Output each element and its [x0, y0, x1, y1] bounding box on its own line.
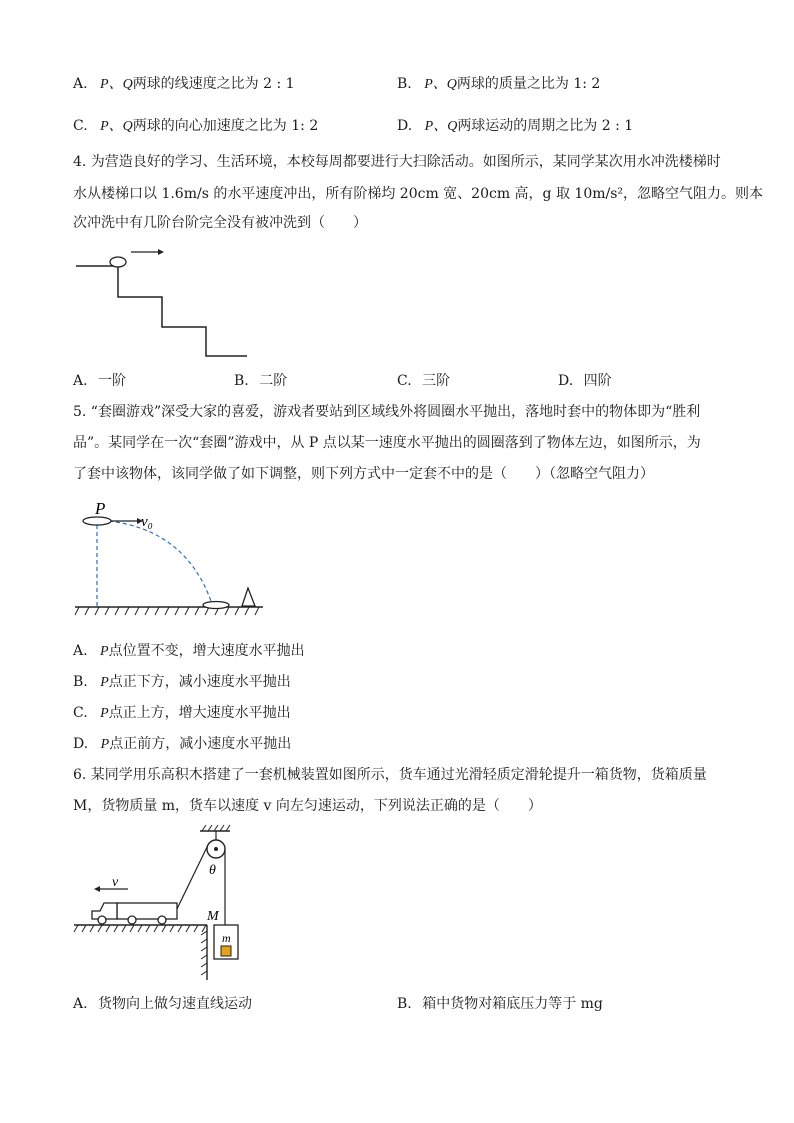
ring-at-start: [83, 517, 111, 525]
q3-option-d: D. P、Q两球运动的周期之比为 2 : 1: [397, 118, 634, 134]
velocity-label-v0: v₀: [141, 514, 153, 530]
q3-option-b-text: 两球的质量之比为 1: 2: [456, 76, 601, 92]
cargo-m: [221, 946, 231, 956]
q4-option-d: D. 四阶: [558, 373, 612, 389]
q3-option-c-vars: P、Q: [100, 119, 133, 134]
q4-option-c: C. 三阶: [397, 373, 451, 389]
truck: [92, 903, 177, 924]
q4-stairs-figure: [70, 245, 270, 365]
q3-option-d-text: 两球运动的周期之比为 2 : 1: [457, 118, 634, 134]
velocity-arrow-head: [158, 249, 164, 255]
q4-stem-line1: 4. 为营造良好的学习、生活环境，本校每周都要进行大扫除活动。如图所示，某同学某次用水冲洗楼梯时: [73, 154, 721, 170]
truck-wheel-rear2: [158, 916, 166, 924]
truck-cargo-bed: [117, 903, 177, 919]
ceiling-hatching: [202, 825, 230, 831]
ground-hatching: [74, 925, 206, 932]
q5-option-b: B. P点正下方，减小速度水平抛出: [73, 674, 291, 690]
target-object-cone: [242, 588, 255, 606]
q3-option-b-vars: P、Q: [424, 77, 457, 92]
trajectory-dashed-curve: [109, 521, 211, 601]
q5-stem-line1: 5. “套圈游戏”深受大家的喜爱，游戏者要站到区域线外将圆圈水平抛出，落地时套中的物体即为“胜利: [73, 404, 701, 420]
box-label-M: M: [207, 909, 219, 924]
wall-hatching: [201, 931, 207, 975]
truck-wheel-rear: [128, 916, 136, 924]
q5-option-a: A. P点位置不变，增大速度水平抛出: [73, 643, 305, 659]
ring-landed: [203, 602, 229, 609]
q4-stem-line3: 次冲洗中有几阶台阶完全没有被冲洗到（ ）: [73, 215, 367, 231]
q3-option-b: B. P、Q两球的质量之比为 1: 2: [397, 76, 601, 92]
rope-to-truck: [176, 845, 208, 911]
velocity-arrow-head: [94, 886, 100, 892]
q6-truck-pulley-figure: [72, 825, 272, 985]
q3-option-c: C. P、Q两球的向心加速度之比为 1: 2: [73, 118, 319, 134]
q6-option-b: B. 箱中货物对箱底压力等于 mg: [397, 996, 603, 1012]
q3-option-a-vars: P、Q: [100, 77, 133, 92]
truck-wheel-front: [98, 916, 106, 924]
q4-option-a: A. 一阶: [73, 373, 127, 389]
q5-stem-line2: 品”。某同学在一次“套圈”游戏中，从 P 点以某一速度水平抛出的圆圈落到了物体左边，如图所示，为: [73, 435, 701, 451]
q3-option-c-text: 两球的向心加速度之比为 1: 2: [132, 118, 319, 134]
pulley-axle: [214, 847, 218, 851]
velocity-label-v: v: [112, 875, 119, 890]
ground-hatching: [75, 607, 259, 615]
stairs-outline: [76, 266, 247, 356]
q5-stem-line3: 了套中该物体，该同学做了如下调整，则下列方式中一定套不中的是（ ）（忽略空气阻力）: [73, 466, 654, 482]
water-stream-ellipse: [110, 257, 126, 267]
q5-option-c: C. P点正上方，增大速度水平抛出: [73, 705, 291, 721]
q3-option-d-vars: P、Q: [424, 119, 458, 134]
point-label-p: P: [95, 499, 106, 518]
q4-stem-line2: 水从楼梯口以 1.6m/s 的水平速度冲出，所有阶梯均 20cm 宽、20cm 高，g 取 10m/s²，忽略空气阻力。则本: [73, 186, 764, 202]
q3-option-a-text: 两球的线速度之比为 2 : 1: [132, 76, 295, 92]
q5-option-d: D. P点正前方，减小速度水平抛出: [73, 736, 292, 752]
q6-option-a: A. 货物向上做匀速直线运动: [73, 996, 253, 1012]
angle-label-theta: θ: [209, 863, 216, 878]
q5-ring-toss-figure: [75, 495, 275, 620]
q6-stem-line2: M，货物质量 m，货车以速度 v 向左匀速运动，下列说法正确的是（ ）: [73, 798, 542, 814]
q3-option-a: A. P、Q两球的线速度之比为 2 : 1: [73, 76, 295, 92]
cargo-label-m: m: [222, 931, 231, 945]
q6-stem-line1: 6. 某同学用乐高积木搭建了一套机械装置如图所示，货车通过光滑轻质定滑轮提升一箱货物，货箱质量: [73, 767, 707, 783]
q4-option-b: B. 二阶: [234, 373, 288, 389]
